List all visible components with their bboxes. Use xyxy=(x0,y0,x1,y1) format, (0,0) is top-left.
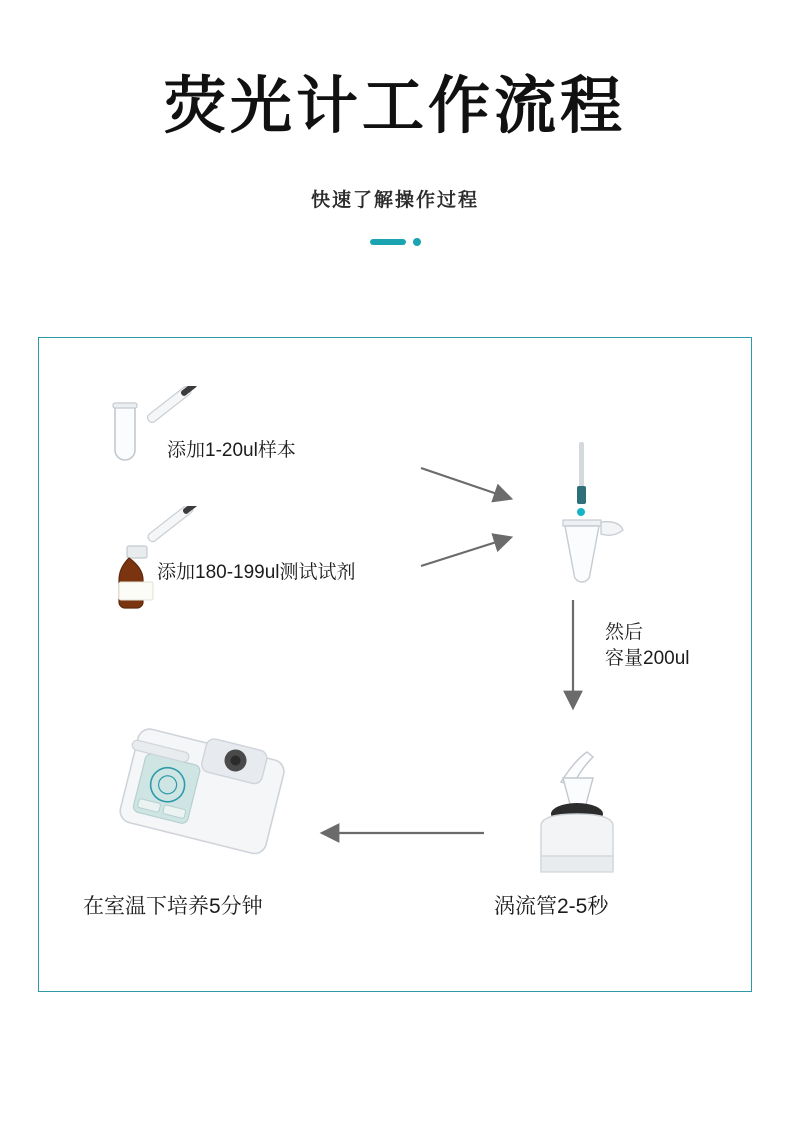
vortex-mixer-icon xyxy=(501,744,651,879)
diagram-stage xyxy=(39,338,751,991)
arrow-sample-to-tube xyxy=(421,468,509,498)
fluorometer-device-icon xyxy=(97,716,327,881)
page-title: 荧光计工作流程 xyxy=(163,73,626,141)
step-label-add-reagent: 添加180-199ul测试试剂 xyxy=(157,562,356,583)
step-label-add-sample: 添加1-20ul样本 xyxy=(167,440,296,461)
annotation-then-line1: 然后 xyxy=(605,622,644,643)
page-header xyxy=(0,0,790,246)
page-subtitle: 快速了解操作过程 xyxy=(310,190,479,212)
step-label-vortex: 涡流管2-5秒 xyxy=(494,895,609,918)
divider-bar xyxy=(370,239,406,245)
step-label-incubate: 在室温下培养5分钟 xyxy=(83,895,263,918)
divider-dot xyxy=(413,238,421,246)
annotation-then-line2: 容量200ul xyxy=(605,647,690,669)
arrow-reagent-to-tube xyxy=(421,538,509,566)
title-divider xyxy=(0,238,790,246)
workflow-diagram xyxy=(38,337,752,992)
microcentrifuge-tube-icon xyxy=(527,442,647,607)
annotation-then xyxy=(605,620,690,671)
